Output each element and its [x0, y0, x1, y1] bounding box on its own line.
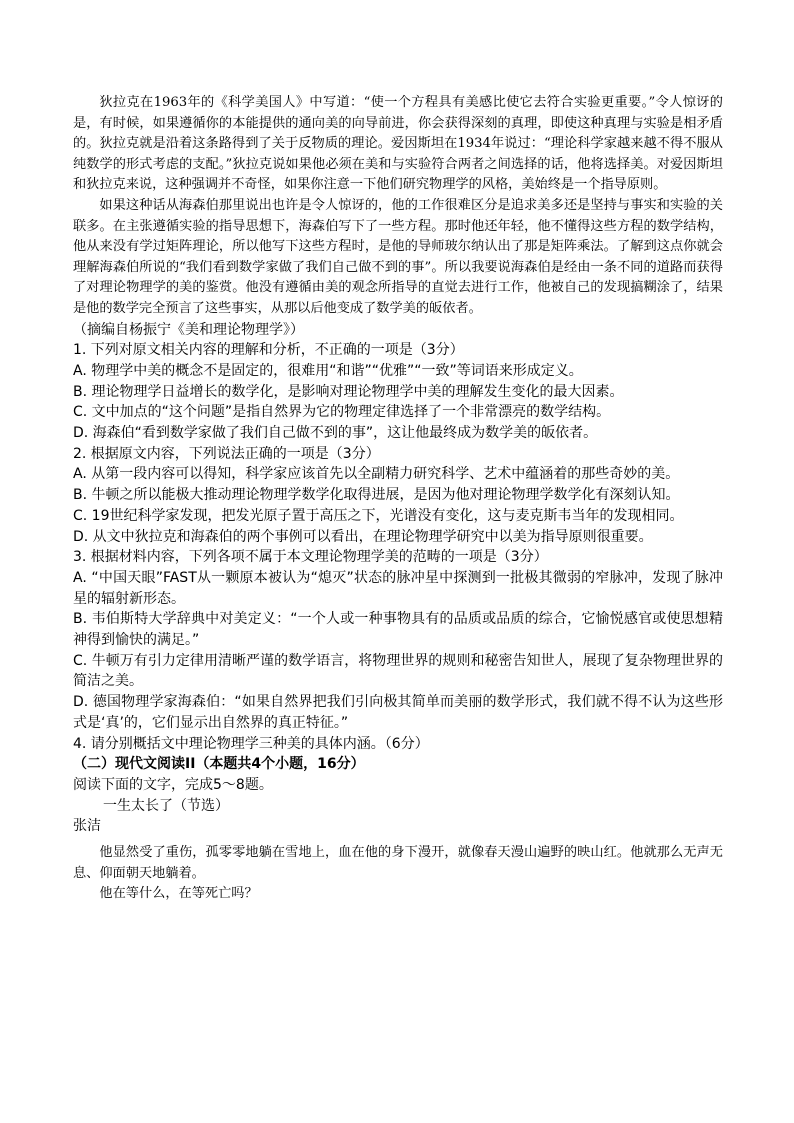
story-author: 张洁: [73, 818, 101, 835]
story-paragraph: 他在等什么，在等死亡吗？: [99, 886, 258, 902]
section-heading: （二）现代文阅读II（本题共4个小题，16分）: [73, 756, 365, 773]
question-1-option-a: A. 物理学中美的概念不是固定的，很难用“和谐”“优雅”“一致”等词语来形成定义。: [73, 362, 583, 379]
question-2: 2. 根据原文内容，下列说法正确的一项是（3分）: [73, 445, 380, 462]
exam-page-content: [73, 93, 723, 905]
reading-instruction: 阅读下面的文字，完成5～8题。: [73, 777, 273, 793]
passage-source: （摘编自杨振宁《美和理论物理学》）: [73, 321, 304, 338]
question-1-option-d: D. 海森伯“看到数学家做了我们自己做不到的事”，这让他最终成为数学美的皈依者。: [73, 425, 598, 442]
question-2-option-d: D. 从文中狄拉克和海森伯的两个事例可以看出，在理论物理学研究中以美为指导原则很重要。: [73, 528, 653, 545]
question-2-option-c: C. 19世纪科学家发现，把发光原子置于高压之下，光谱没有变化，这与麦克斯韦当年的发现相同。: [73, 507, 684, 524]
question-2-option-a: A. 从第一段内容可以得知，科学家应该首先以全副精力研究科学、艺术中蕴涵着的那些奇妙的美。: [73, 466, 680, 483]
question-1: 1. 下列对原文相关内容的理解和分析，不正确的一项是（3分）: [73, 342, 464, 359]
story-paragraph: 他显然受了重伤，孤零零地躺在雪地上，血在他的身下漫开，就像春天漫山遍野的映山红。他就那么无声无息、仰面朝天地躺着。: [73, 845, 723, 881]
passage-paragraph: 如果这种话从海森伯那里说出也许是令人惊讶的，他的工作很难区分是追求美多还是坚持与事实和实验的关联多。在主张遵循实验的指导思想下，海森伯写下了一些方程。那时他还年轻，他不懂得这些方程的数学结构，他从来没有学过矩阵理论，所以他写下这些方程时，是他的导师玻尔纳认出了那是矩阵乘法。了解到这点你就会理解海森伯所说的“我们看到数学家做了我们自己做不到的事”。所以我要说海森伯是经由一条不同的道路而获得了对理论物理学的美的鉴赏。他没有遵循由美的观念所指导的直觉去进行工作，他被自己的发现搞糊涂了，结果是他的数学完全预言了这些事实，从那以后他变成了数学美的皈依者。: [73, 197, 723, 316]
question-3-option-c: C. 牛顿万有引力定律用清晰严谨的数学语言，将物理世界的规则和秘密告知世人，展现了复杂物理世界的简洁之美。: [73, 652, 723, 690]
question-3: 3. 根据材料内容，下列各项不属于本文理论物理学美的范畴的一项是（3分）: [73, 549, 548, 566]
question-3-option-b: B. 韦伯斯特大学辞典中对美定义：“一个人或一种事物具有的品质或品质的综合，它愉悦感官或使思想精神得到愉快的满足。”: [73, 611, 723, 649]
question-1-option-c: C. 文中加点的“这个问题”是指自然界为它的物理定律选择了一个非常漂亮的数学结构。: [73, 404, 611, 421]
question-2-option-b: B. 牛顿之所以能极大推动理论物理学数学化取得进展，是因为他对理论物理学数学化有深刻认知。: [73, 487, 680, 504]
reading-passage-2: [73, 843, 723, 905]
question-4: 4. 请分别概括文中理论物理学三种美的具体内涵。（6分）: [73, 735, 429, 752]
question-3-option-a: A. “中国天眼”FAST从一颗原本被认为“熄灭”状态的脉冲星中探测到一批极其微弱的窄脉冲，发现了脉冲星的辐射新形态。: [73, 569, 723, 607]
story-title: 一生太长了（节选）: [103, 797, 229, 814]
question-1-option-b: B. 理论物理学日益增长的数学化，是影响对理论物理学中美的理解发生变化的最大因素。: [73, 383, 624, 400]
reading-passage-1: [73, 93, 723, 320]
questions-block: [73, 320, 723, 838]
passage-paragraph: 狄拉克在1963年的《科学美国人》中写道：“使一个方程具有美感比使它去符合实验更重要。”令人惊讶的是，有时候，如果遵循你的本能提供的通向美的向导前进，你会获得深刻的真理，即使这种真理与实验是相矛盾的。狄拉克就是沿着这条路得到了关于反物质的理论。爱因斯坦在1934年说过：“理论科学家越来越不得不服从纯数学的形式考虑的支配。”狄拉克说如果他必须在美和与实验符合两者之间选择的话，他将选择美。对爱因斯坦和狄拉克来说，这种强调并不奇怪，如果你注意一下他们研究物理学的风格，美始终是一个指导原则。: [73, 95, 723, 193]
question-3-option-d: D. 德国物理学家海森伯：“如果自然界把我们引向极其简单而美丽的数学形式，我们就不得不认为这些形式是‘真’的，它们显示出自然界的真正特征。”: [73, 694, 723, 731]
